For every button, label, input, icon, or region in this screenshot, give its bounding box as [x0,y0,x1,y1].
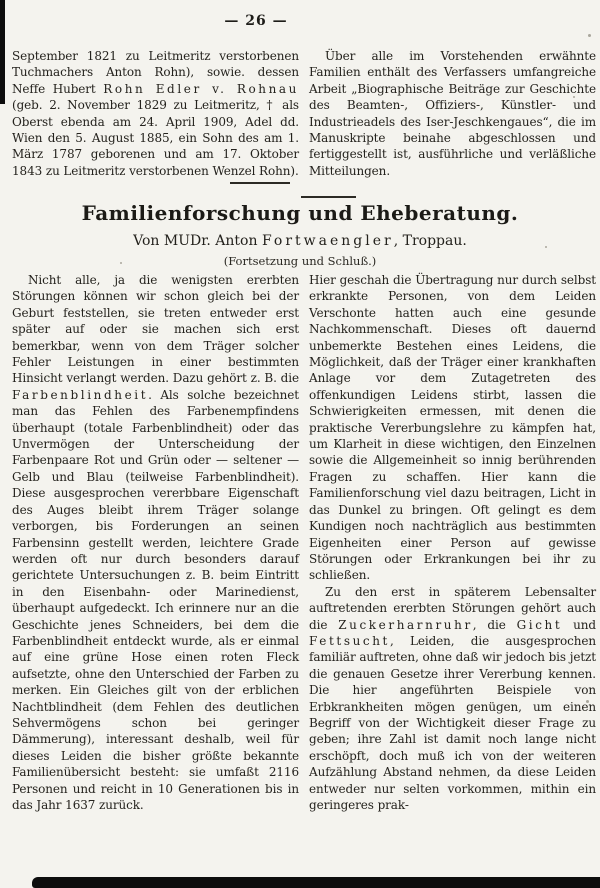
emphasized-text: Zuckerharnruhr [338,617,473,632]
text-segment: Hier geschah die Übertragung nur durch selbst erkrankte Personen, von dem Leiden Verschonte hatten auch eine gesunde Nachkommenschaft. Dieses oft dauernd unbemerkte Bestehen eines Leidens, die Möglichkeit, daß der Träger einer krankhaften Anlage vor dem Zutagetreten des offenkundigen Leidens stirbt, lassen die Schwierigkeiten ermessen, mit denen die praktische Vererbungslehre zu kämpfen hat, um Klarheit in diese wichtigen, den Einzelnen sowie die Allgemeinheit so innig berührenden Fragen zu schaffen. Hier kann die Familienforschung viel dazu beitragen, Licht in das Dunkel zu bringen. Oft gelingt es dem Kundigen noch nachträglich aus bestimmten Eigenheiten einer Person auf gewisse Störungen oder Erkrankungen bei ihr zu schließen. [309,273,596,583]
scan-artifact-bottom-edge [32,877,600,888]
text-segment: September 1821 zu Leitmeritz verstorbenen Tuchmachers Anton Rohn), sowie. dessen Neffe Hubert [12,49,299,96]
section-divider-rule [301,196,356,198]
paragraph [12,272,299,813]
text-segment: Nicht alle, ja die wenigsten ererbten Störungen können wir schon gleich bei der Geburt feststellen, sie treten entweder erst später auf oder sie machen sich erst bemerkbar, wenn von dem Träger solcher Fehler Leistungen in einer bestimmten Hinsicht verlangt werden. Dazu gehört z. B. die [12,273,299,386]
emphasized-text: Gicht [516,617,563,632]
front-matter-left-column [12,48,299,179]
section-divider-rule [230,182,290,184]
emphasized-text: Fettsucht [309,633,390,648]
paragraph [309,48,596,179]
article-header [0,200,600,269]
article-title: Familienforschung und Eheberatung. [81,201,519,225]
text-segment: (geb. 2. November 1829 zu Leitmeritz, † als Oberst ebenda am 24. April 1909, Adel dd. Wien den 5. August 1885, ein Sohn des am 1. März 1787 geborenen und am 17. Oktober 1843 zu Leitmeritz verstorbenen Wenzel Rohn). [12,98,299,178]
article-body-left-column [12,272,299,813]
text-segment: Von MUDr. Anton [133,233,262,249]
text-segment: und [562,617,596,632]
emphasized-text: Fortwaengler [261,233,394,249]
page-number: — 26 — [224,13,288,29]
paragraph [309,272,596,584]
emphasized-text: Rohn Edler v. Rohnau [103,81,300,96]
text-segment: Zu den erst in späterem Lebensalter auftretenden ererbten Störungen gehört auch die [309,584,596,632]
paragraph [309,584,596,814]
article-byline [0,232,600,250]
paragraph [12,48,299,179]
text-segment: Über alle im Vorstehenden erwähnte Familien enthält des Verfassers umfangreiche Arbeit „Biographische Beiträge zur Geschichte des Beamten-, Offiziers-, Künstler- und Industrieadels des Iser-Jeschkengaues“, die im Manuskripte beinahe abgeschlossen und fertiggestellt ist, ausführliche und verläßliche Mitteilungen. [309,49,596,178]
text-segment: , Troppau. [393,233,467,249]
text-segment: . Als solche bezeichnet man das Fehlen des Farbenempfindens überhaupt (totale Farbenblindheit) oder das Unvermögen der Unterscheidung der Farbenpaare Rot und Grün oder — seltener — Gelb und Blau (teilweise Farbenblindheit). Diese ausgesprochen vererbbare Eigenschaft des Auges bleibt ihrem Träger solange verborgen, bis Forderungen an seinen Farbensinn gestellt werden, leichtere Grade werden oft nur durch besonders darauf gerichtete Untersuchungen z. B. beim Eintritt in den Eisenbahn- oder Marinedienst, überhaupt aufgedeckt. Ich erinnere nur an die Geschichte jenes Schneiders, bei dem die Farbenblindheit entdeckt wurde, als er einmal auf eine grüne Hose einen roten Fleck aufsetzte, ohne den Unterschied der Farben zu merken. Ein Gleiches gilt von der erblichen Nachtblindheit (dem Fehlen des deutlichen Sehvermögens schon bei geringer Dämmerung), interessant deshalb, weil für dieses Leiden die bisher größte bekannte Familienübersicht besteht: sie umfaßt 2116 Personen und reicht in 10 Generationen bis in das Jahr 1637 zurück. [12,387,299,812]
article-subtitle: (Fortsetzung und Schluß.) [223,254,377,268]
scan-speck [588,34,591,37]
front-matter-right-column [309,48,596,179]
article-body-right-column [309,272,596,813]
emphasized-text: Farbenblindheit [12,387,149,402]
text-segment: , Leiden, die ausgesprochen familiär auftreten, ohne daß wir jedoch bis jetzt die genauen Gesetze ihrer Vererbung kennen. Die hier angeführten Beispiele von Erbkrankheiten mögen genügen, um einen Begriff von der Wichtigkeit dieser Frage zu geben; ihre Zahl ist damit noch lange nicht erschöpft, doch muß ich von der weiteren Aufzählung Abstand nehmen, da diese Leiden entweder nur selten vorkommen, mithin ein geringeres prak- [309,633,596,812]
text-segment: , die [472,617,517,632]
